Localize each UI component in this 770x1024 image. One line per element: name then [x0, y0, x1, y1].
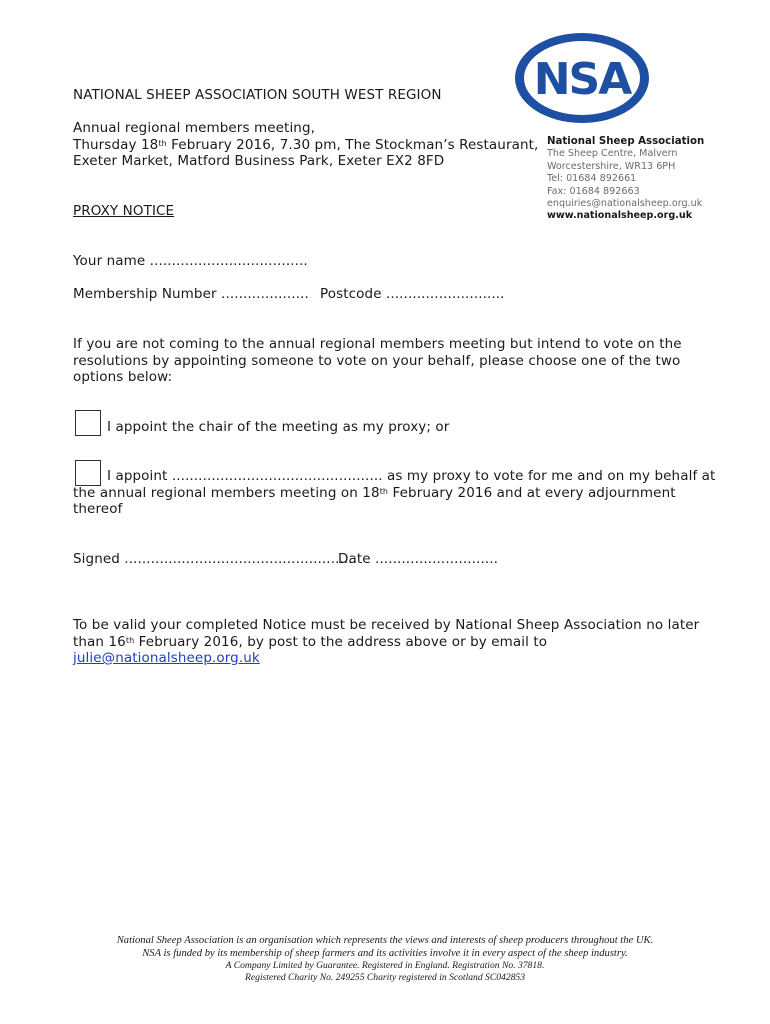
- org-tel: Tel: 01684 892661: [547, 173, 637, 185]
- org-name: National Sheep Association: [547, 136, 705, 147]
- org-address-line2: Worcestershire, WR13 6PH: [547, 160, 676, 172]
- signed-field[interactable]: Signed .....................................................: [73, 551, 358, 567]
- date-field[interactable]: Date ............................: [338, 551, 499, 567]
- org-email[interactable]: enquiries@nationalsheep.org.uk: [547, 198, 703, 210]
- footer: [0, 934, 770, 984]
- org-contact-block: [547, 136, 704, 223]
- option-named-proxy-line2: the annual regional members meeting on 18th February 2016 and at every adjournment: [73, 485, 676, 501]
- intro-paragraph: If you are not coming to the annual regional members meeting but intend to vote on the resolutions by appointing someone to vote on your behalf, please choose one of the two options below:: [73, 336, 682, 385]
- region-heading: NATIONAL SHEEP ASSOCIATION SOUTH WEST REGION: [73, 87, 442, 103]
- validity-paragraph: To be valid your completed Notice must be received by National Sheep Association no later than 16th February 2016, by post to the address above or by email to julie@nationalsheep.org.uk: [73, 617, 700, 666]
- membership-number-field[interactable]: Membership Number ....................: [73, 286, 309, 302]
- named-proxy-checkbox[interactable]: [75, 460, 101, 486]
- meeting-line1: Annual regional members meeting,: [73, 120, 316, 136]
- org-website[interactable]: www.nationalsheep.org.uk: [547, 210, 693, 222]
- option-named-proxy-line3: thereof: [73, 501, 123, 517]
- postcode-field[interactable]: Postcode ...........................: [320, 286, 505, 302]
- meeting-line3: Exeter Market, Matford Business Park, Exeter EX2 8FD: [73, 153, 445, 169]
- footer-line4: Registered Charity No. 249255 Charity registered in Scotland SC042853: [244, 972, 526, 983]
- proxy-notice-title: PROXY NOTICE: [73, 203, 175, 219]
- org-fax: Fax: 01684 892663: [547, 185, 640, 197]
- submission-email-link[interactable]: julie@nationalsheep.org.uk: [73, 650, 260, 666]
- your-name-field[interactable]: Your name ....................................: [73, 253, 308, 269]
- footer-line2: NSA is funded by its membership of sheep farmers and its activities involve it in every aspect of the sheep industry.: [142, 948, 628, 959]
- option-chair-proxy-label: I appoint the chair of the meeting as my proxy; or: [107, 419, 450, 435]
- footer-line1: National Sheep Association is an organisation which represents the views and interests of sheep producers throughout the UK.: [116, 935, 654, 946]
- meeting-details: [73, 120, 538, 170]
- chair-proxy-checkbox[interactable]: [75, 410, 101, 436]
- org-address-line1: The Sheep Centre, Malvern: [547, 148, 678, 160]
- meeting-line2: Thursday 18th February 2016, 7.30 pm, The Stockman’s Restaurant,: [73, 136, 539, 153]
- footer-line3: A Company Limited by Guarantee. Registered in England. Registration No. 37818.: [225, 960, 545, 971]
- logo-text: NSA: [533, 54, 631, 105]
- nsa-logo: [512, 30, 652, 126]
- option-named-proxy-line1[interactable]: I appoint ................................................ as my proxy to vote for me and on my behalf at: [107, 468, 716, 484]
